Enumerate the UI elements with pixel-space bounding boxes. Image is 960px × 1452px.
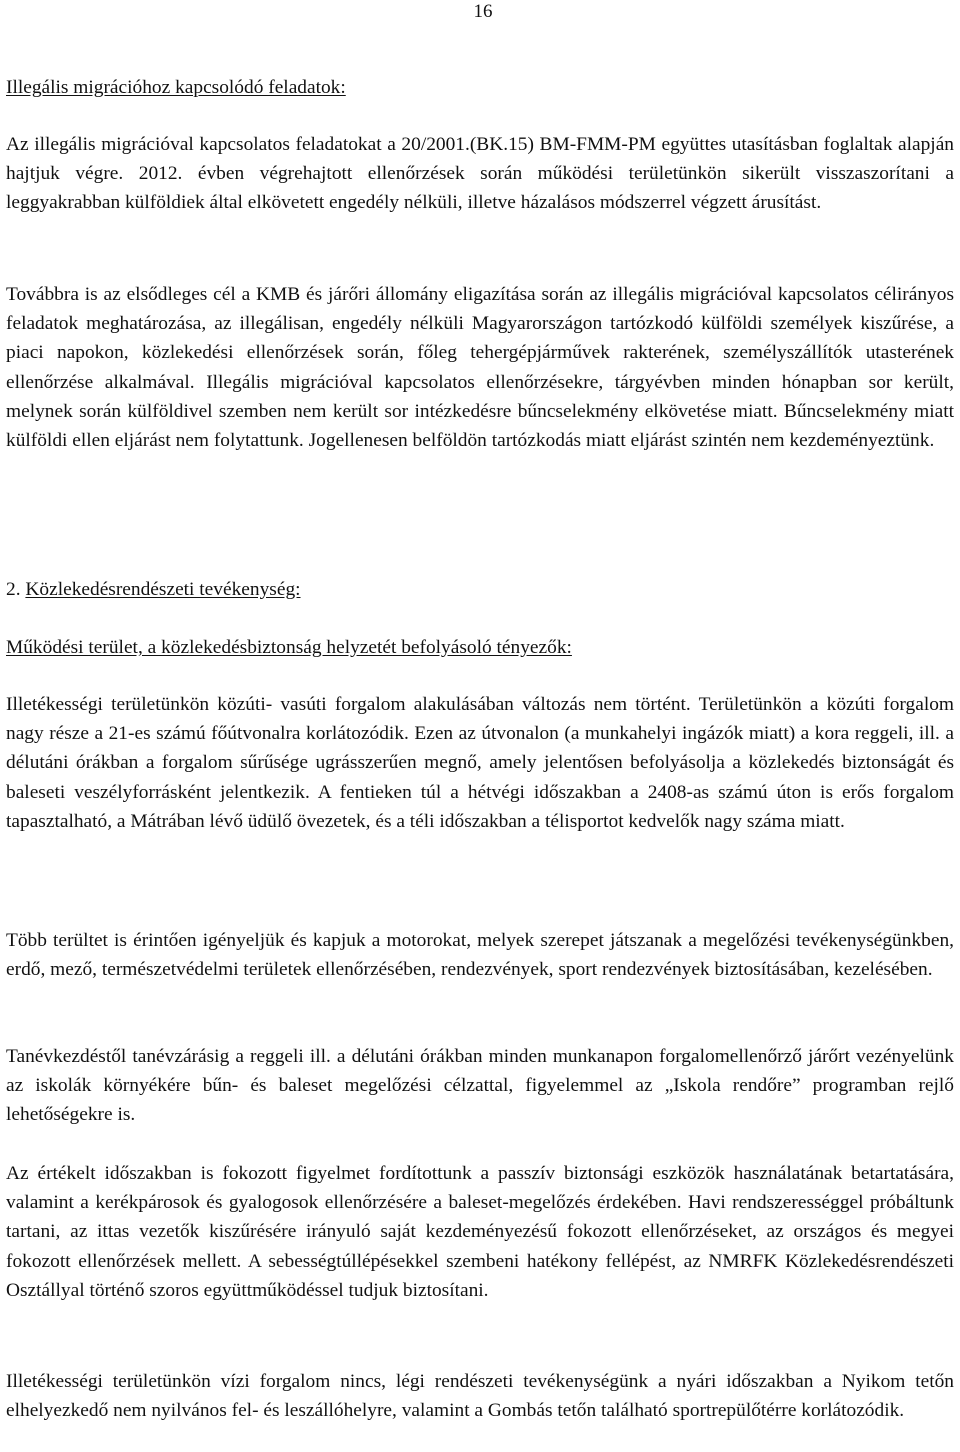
traffic-subheading: Működési terület, a közlekedésbiztonság helyzetét befolyásoló tényezők: (6, 637, 572, 658)
traffic-paragraph-1: Illetékességi területünkön közúti- vasúti forgalom alakulásában változás nem történt. Területünkön a közúti forgalom nagy része a 21-es számú főútvonalra korlátozódik. Ezen az útvonalon (a munkahelyi ingázók miatt) a kora reggeli, ill. a délutáni órákban a forgalom sűrűsége ugrásszerűen megnő, amely jelentősen befolyásolja a közlekedés biztonságát és baleseti veszélyforrásként jelentkezik. A fentieken túl a hétvégi időszakban a 2408-as számú úton is erős forgalom tapasztalható, a Mátrában lévő üdülő övezetek, és a téli időszakban a télisportot kedvelők nagy száma miatt. (6, 694, 954, 832)
traffic-paragraph-5: Illetékességi területünkön vízi forgalom nincs, légi rendészeti tevékenységünk a nyári időszakban a Nyikom tetőn elhelyezkedő nem nyilvános fel- és leszállóhelyre, valamint a Gombás tetőn található sportrepülőtérre korlátozódik. (6, 1371, 954, 1422)
migration-paragraph-1: Az illegális migrációval kapcsolatos feladatokat a 20/2001.(BK.15) BM-FMM-PM együttes utasításban foglaltak alapján hajtjuk végre. 2012. évben végrehajtott ellenőrzések során működési területünkön sikerült visszaszorítani a leggyakrabban külföldiek által elkövetett engedély nélküli, illetve házalásos módszerrel végzett árusítást. (6, 134, 954, 214)
page-number: 16 (473, 1, 493, 22)
traffic-paragraph-2: Több terültet is érintően igényeljük és kapjuk a motorokat, melyek szerepet játszanak a megelőzési tevékenységünkben, erdő, mező, természetvédelmi területek ellenőrzésében, rendezvények, sport rendezvények biztosításában, kezelésében. (6, 930, 954, 981)
migration-heading: Illegális migrációhoz kapcsolódó feladatok: (6, 77, 346, 98)
migration-paragraph-2: Továbbra is az elsődleges cél a KMB és járőri állomány eligazítása során az illegális migrációval kapcsolatos célirányos feladatok meghatározása, az illegálisan, engedély nélküli Magyarországon tartózkodó külföldi személyek kiszűrése, a piaci napokon, közlekedési ellenőrzések során, főleg tehergépjárművek rakterének, személyszállítók utasterének ellenőrzése alkalmával. Illegális migrációval kapcsolatos ellenőrzésekre, tárgyévben minden hónapban sor került, melynek során külföldivel szemben nem került sor intézkedésre bűncselekmény elkövetése miatt. Bűncselekmény miatt külföldi ellen eljárást nem folytattunk. Jogellenesen belföldön tartózkodás miatt eljárást szintén nem kezdeményeztünk. (6, 284, 954, 452)
traffic-paragraph-3: Tanévkezdéstől tanévzárásig a reggeli ill. a délutáni órákban minden munkanapon forgalomellenőrző járőrt vezényelünk az iskolák környékére bűn- és baleset megelőzési célzattal, figyelemmel az „Iskola rendőre” programban rejlő lehetőségekre is. (6, 1046, 954, 1126)
traffic-heading-number: 2. (6, 579, 21, 600)
traffic-paragraph-4: Az értékelt időszakban is fokozott figyelmet fordítottunk a passzív biztonsági eszközök használatának betartatására, valamint a kerékpárosok és gyalogosok ellenőrzésére a baleset-megelőzés érdekében. Havi rendszerességgel próbáltunk tartani, az ittas vezetők kiszűrésére irányuló saját kezdeményezésű fokozott ellenőrzéseket, az országos és megyei fokozott ellenőrzések mellett. A sebességtúllépésekkel szembeni hatékony fellépést, az NMRFK Közlekedésrendészeti Osztállyal történő szoros együttműködéssel tudjuk biztosítani. (6, 1163, 954, 1301)
traffic-heading (6, 575, 301, 604)
traffic-heading-title: Közlekedésrendészeti tevékenység: (25, 579, 301, 600)
